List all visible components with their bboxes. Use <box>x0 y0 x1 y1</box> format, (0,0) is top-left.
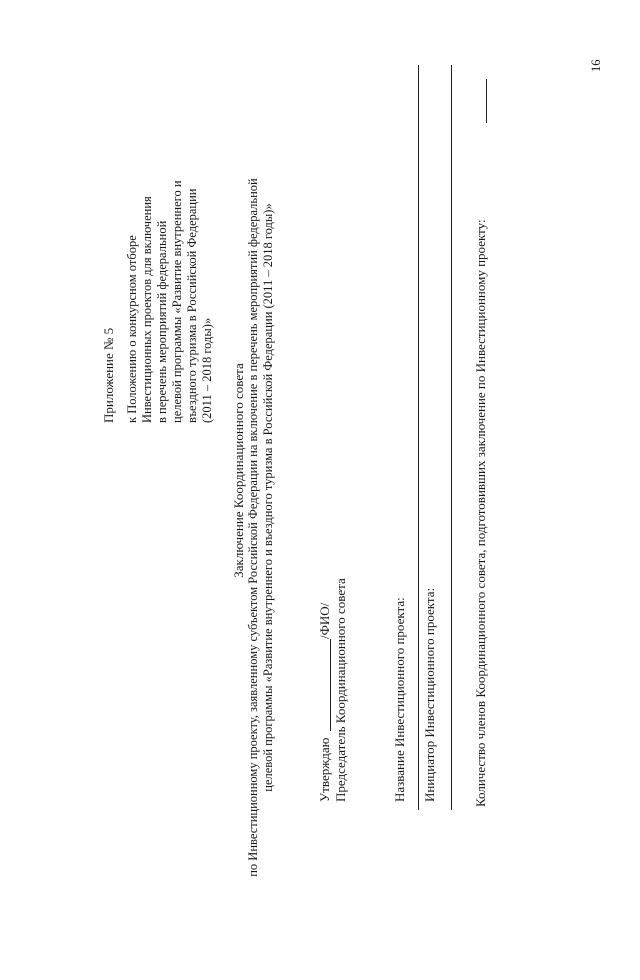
appendix-line: Инвестиционных проектов для включения <box>140 196 154 423</box>
appendix-line: в перечень мероприятий федеральной <box>155 220 169 423</box>
heading-title: Заключение Координационного совета <box>231 363 246 578</box>
approved-label: Утверждаю <box>317 737 332 802</box>
members-count-label: Количество членов Координационного совета, подготовивших заключение по Инвестиционному проекту: <box>473 219 488 807</box>
fill-in-line <box>486 79 487 123</box>
appendix-title: Приложение № 5 <box>101 327 116 423</box>
appendix-line: целевой программы «Развитие внутреннего и <box>170 180 184 423</box>
initiator-label: Инициатор Инвестиционного проекта: <box>422 587 437 802</box>
divider-line <box>418 65 419 810</box>
project-name-label: Название Инвестиционного проекта: <box>392 597 407 802</box>
appendix-line: (2011 – 2018 годы)» <box>200 317 214 423</box>
heading-line: по Инвестиционному проекту, заявленному субъектом Российской Федерации на включение в перечень мероприятий федеральной <box>246 178 260 877</box>
fio-label: /ФИО/ <box>317 602 332 639</box>
divider-line <box>451 65 452 810</box>
chair-label: Председатель Координационного совета <box>333 578 348 802</box>
signature-line <box>330 639 331 731</box>
appendix-line: въездного туризма в Российской Федерации <box>185 188 199 423</box>
heading-line: целевой программы «Развитие внутреннего и въездного туризма в Российской Федерации (2011 – 2018 годы)» <box>261 203 275 792</box>
appendix-line: к Положению о конкурсном отборе <box>125 235 139 423</box>
page-number: 16 <box>589 59 603 72</box>
